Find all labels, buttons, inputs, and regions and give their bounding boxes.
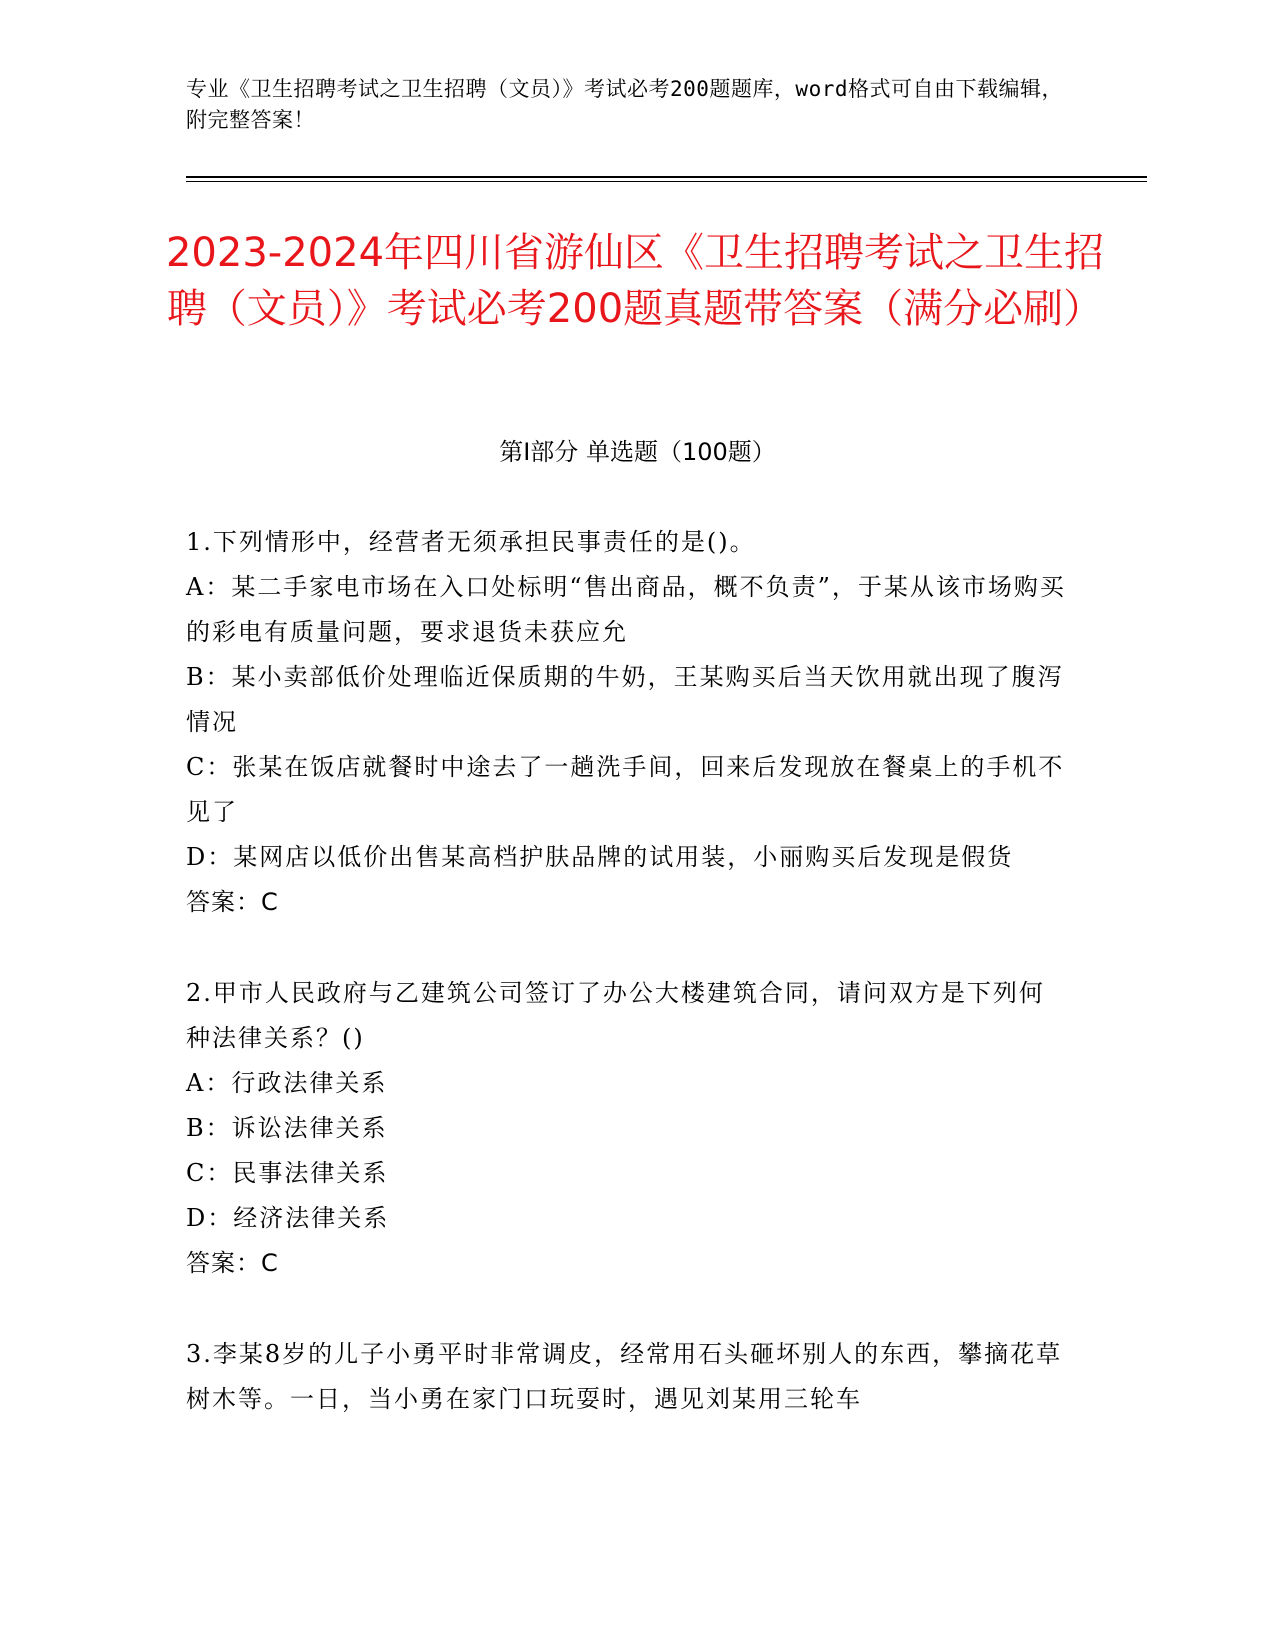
question-text: 2.甲市人民政府与乙建筑公司签订了办公大楼建筑合同，请问双方是下列何种法律关系？() (186, 979, 1045, 1052)
option-c: C：张某在饭店就餐时中途去了一趟洗手间，回来后发现放在餐桌上的手机不见了 (186, 753, 1065, 826)
header-divider-thick (186, 176, 1147, 178)
option-d: D：经济法律关系 (186, 1204, 390, 1232)
document-title: 2023-2024年四川省游仙区《卫生招聘考试之卫生招聘（文员）》考试必考200题真题带答案（满分必刷） (165, 230, 1105, 332)
question-list (186, 520, 1066, 1468)
option-d: D：某网店以低价出售某高档护肤品牌的试用装，小丽购买后发现是假货 (186, 843, 1014, 871)
answer-line: 答案：C (186, 888, 279, 916)
option-c: C：民事法律关系 (186, 1159, 389, 1187)
question-3 (186, 1332, 1066, 1422)
answer-line: 答案：C (186, 1249, 279, 1277)
option-b: B：某小卖部低价处理临近保质期的牛奶，王某购买后当天饮用就出现了腹泻情况 (186, 663, 1064, 736)
option-a: A：某二手家电市场在入口处标明“售出商品，概不负责”，于某从该市场购买的彩电有质量问题，要求退货未获应允 (186, 573, 1066, 646)
question-1 (186, 520, 1066, 925)
option-a: A：行政法律关系 (186, 1069, 388, 1097)
question-text: 3.李某8岁的儿子小勇平时非常调皮，经常用石头砸坏别人的东西，攀摘花草树木等。一日，当小勇在家门口玩耍时，遇见刘某用三轮车 (186, 1340, 1063, 1413)
header-divider-thin (186, 181, 1147, 182)
option-b: B：诉讼法律关系 (186, 1114, 388, 1142)
header-note: 专业《卫生招聘考试之卫生招聘（文员）》考试必考200题题库，word格式可自由下载编辑，附完整答案！ (186, 77, 1063, 132)
section-heading: 第Ⅰ部分 单选题（100题） (499, 438, 776, 466)
question-text: 1.下列情形中，经营者无须承担民事责任的是()。 (186, 528, 756, 556)
question-2 (186, 971, 1066, 1286)
